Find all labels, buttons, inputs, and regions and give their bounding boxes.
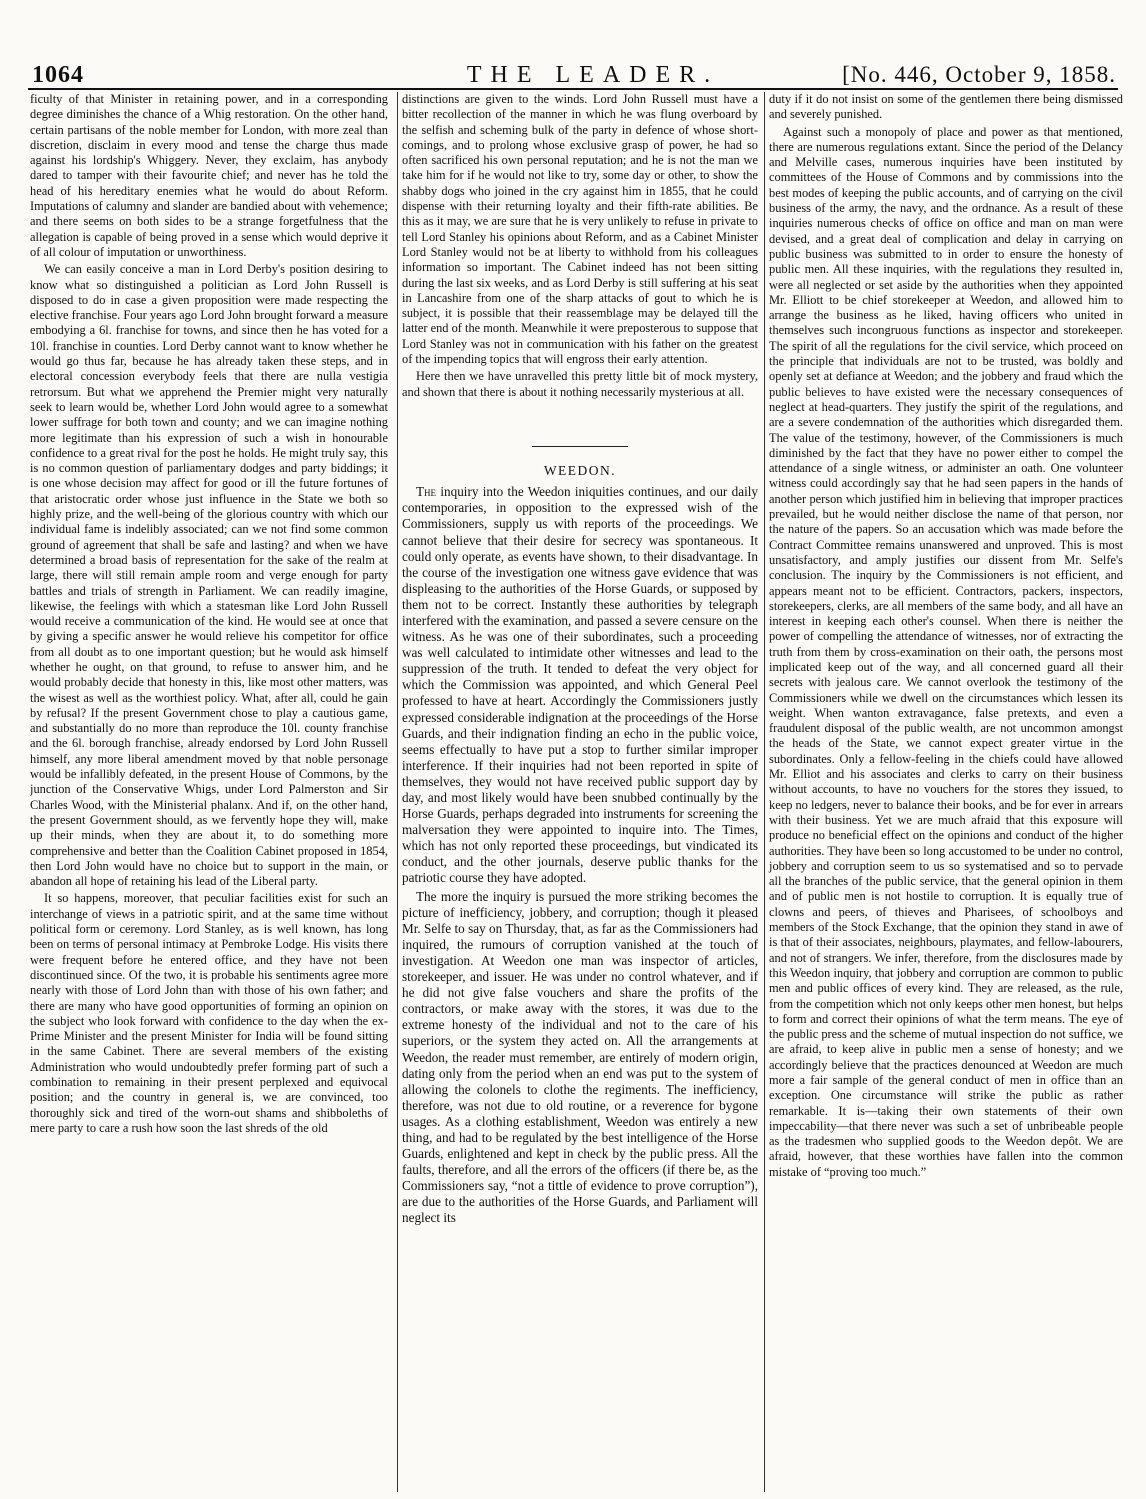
article-paragraph: duty if it do not insist on some of the gentlemen there being dismissed and severely punished. xyxy=(769,92,1123,122)
column-middle xyxy=(397,92,758,1492)
column-left xyxy=(30,92,388,1492)
issue-date: [No. 446, October 9, 1858. xyxy=(842,62,1116,87)
article-paragraph: It so happens, moreover, that peculiar facilities exist for such an interchange of views in a patriotic spirit, and at the same time without political form or ceremony. Lord Stanley, as is well known, has long been on terms of personal intimacy at Pembroke Lodge. His visits there were frequent before he entered office, and they have not been discontinued since. Of the two, it is probable his sentiments agree more nearly with those of Lord John than with those of his own father; and there are many who have good opportunities of forming an opinion on the subject who look forward with confidence to the day when the ex-Prime Minister and the present Minister for India will be found sitting in the same Cabinet. There are several members of the existing Administration who would undoubtedly prefer forming part of such a combination to remaining in their present perplexed and equivocal position; and the country in general is, we are convinced, too thoroughly sick and tired of the worn-out shams and shibboleths of mere party to care a rush how soon the last shreds of the old xyxy=(30,891,388,1135)
column-right xyxy=(764,92,1123,1492)
article-paragraph: Against such a monopoly of place and power as that mentioned, there are numerous regulations extant. Since the period of the Delancy and Melville cases, numerous inquiries have been instituted by committees of the House of Commons and by commissions into the best modes of keeping the public accounts, and of carrying on the civil business of the army, the navy, and the ordnance. As a result of these inquiries numerous checks of office on office and man on man were devised, and a great deal of complication and delay in carrying on public business was submitted to in order to ensure the honesty of public men. All these inquiries, with the regulations they resulted in, were all neglected or set aside by the authorities when they appointed Mr. Elliott to be chief storekeeper at Weedon, and allowed him to arrange the business as he liked, having officers who united in themselves such incongruous functions as inspector and storekeeper. The spirit of all the regulations for the civil service, which proceed on the principle that individuals are not to be trusted, was boldly and openly set at defiance at Weedon; and the jobbery and fraud which the public believes to have existed were the necessary consequences of neglect at head-quarters. They justify the spirit of the regulations, and are a severe condemnation of the authorities which disregarded them. The value of the testimony, however, of the Commissioners is much diminished by the fact that they have no power either to compel the attendance of a single witness, or administer an oath. One volunteer witness could accordingly say that he had seen papers in the hands of another person which justified him in believing that improper practices prevailed, but he would neither disclose the name of that person, nor the nature of the papers. So an accusation which was made before the Contract Committee remains unanswered and unproved. This is most unsatisfactory, and amply justifies our dissent from Mr. Selfe's conclusion. The inquiry by the Commissioners is not efficient, and appears meant not to be efficient. Contractors, packers, inspectors, storekeepers, clerks, are all members of the same body, and all have an interest in keeping each other's counsel. When there is neither the power of compelling the attendance of witnesses, nor of extracting the truth from them by cross-examination on their oath, the persons most implicated keep out of the way, and all concerned guard all their secrets with jealous care. We cannot overlook the testimony of the Commissioners while we dwell on the circumstances which lessen its weight. When wanton extravagance, false pretexts, and even a fraudulent disposal of the public wealth, are not uncommon amongst the heads of the State, we cannot expect greater virtue in the subordinates. Only a fellow-feeling in the chiefs could have allowed Mr. Elliot and his associates and clerks to carry on their business without accounts, to have no vouchers for the stores they issued, to keep no ledgers, never to balance their books, and be for ever in arrears with their business. Yet we are much afraid that this exposure will produce no beneficial effect on the opinions and conduct of the higher authorities. They have been so long accustomed to be under no control, jobbery and corruption seem to us so systematised and so to pervade all the branches of the public service, that the general opinion in them and of public men is not hostile to corruption. It is equally true of clowns and peers, of thieves and Pharisees, of schoolboys and members of the Stock Exchange, that the opinion they stand in awe of is that of their associates, neighbours, playmates, and fellow-labourers, and not of strangers. We infer, therefore, from the disclosures made by this Weedon inquiry, that jobbery and corruption are common to public men and public offices of every kind. They are released, as the rule, from the competition which not only keeps other men honest, but helps to form and correct their opinions of what the term means. The eye of the public press and the scheme of mutual inspection do not suffice, we are afraid, to keep alive in public men a sense of honesty; and we accordingly believe that the practices denounced at Weedon are much more a fair sample of the general conduct of men in office than an exception. One circumstance will strike the public as rather remarkable. It is—taking their own statements of their own impeccability—that there never was such a set of unbribeable people as the tradesmen who supplied goods to the Weedon depôt. We are afraid, however, that these worthies have fallen into the common mistake of “proving too much.” xyxy=(769,124,1123,1179)
article-paragraph: Here then we have unravelled this pretty little bit of mock mystery, and shown that there is about it nothing necessarily mysterious at all. xyxy=(402,369,758,399)
article-paragraph: The more the inquiry is pursued the more striking becomes the picture of inefficiency, jobbery, and corruption; though it pleased Mr. Selfe to say on Thursday, that, as far as the Commissioners had inquired, the rumours of corruption vanished at the touch of investigation. At Weedon one man was inspector of articles, storekeeper, and issuer. He was under no control whatever, and if he did not give false vouchers and share the profits of the contractors, or make away with the stores, it was due to the extreme honesty of the individual and not to the care of his superiors, or the system they acted on. All the arrangements at Weedon, the reader must remember, are entirely of modern origin, dating only from the period when an end was put to the system of allowing the colonels to clothe the regiments. The inefficiency, therefore, was not due to old routine, or a reverence for bygone usages. As a clothing establishment, Weedon was entirely a new thing, and had to be regulated by the best intelligence of the Horse Guards, enlightened and kept in check by the public press. All the faults, therefore, and all the errors of the officers (if there be, as the Commissioners say, “not a tittle of evidence to prove corruption”), are due to the authorities of the Horse Guards, and Parliament will neglect its xyxy=(402,888,758,1226)
article-paragraph: ficulty of that Minister in retaining power, and in a corresponding degree diminishes the chance of a Whig restoration. On the other hand, certain partisans of the noble member for London, with more zeal than discretion, disclaim in every mood and tense the charge thus made against his lordship's Whiggery. Never, they exclaim, has anybody dared to tamper with their favourite chief; and never has he told the head of his hereditary enemies what he would do about Reform. Imputations of calumny and slander are bandied about with vehemence; and there seems on both sides to be a strange forgetfulness that the allegation is capable of being proved in a sense which would deprive it of all colour of imputation or unworthiness. xyxy=(30,92,388,259)
weedon-heading: WEEDON. xyxy=(543,462,617,478)
article-paragraph xyxy=(402,484,758,886)
page-number: 1064 xyxy=(32,62,84,88)
article-paragraph: We can easily conceive a man in Lord Derby's position desiring to know what so distinguished a politician as Lord John Russell is disposed to do in case a given proposition were made respecting the elective franchise. Four years ago Lord John brought forward a measure embodying a 6l. franchise for towns, and since then he has voted for a 10l. franchise in counties. Lord Derby cannot want to know whether he would go thus far, because he has already taken these steps, and in electoral concession everybody feels that there are nulla vestigia retrorsum. But what we apprehend the Premier might very naturally seek to learn would be, whether Lord John would agree to a somewhat lower suffrage for both town and county; and we can imagine nothing more legitimate than his expression of such a wish in honourable confidence to a great rival for the post he holds. He might truly say, this is no common question of parliamentary dodges and party biddings; it is one whose decision may affect for good or ill the future fortunes of that aristocratic order whose just influence in the State we both so highly prize, and the well-being of the glorious country with which our individual fame is indelibly associated; can we not find some common ground of agreement that shall be safe and lasting? and when we have determined a broad basis of representation for the sake of the realm at large, there will still remain ample room and verge enough for party battles and trials of strength in Parliament. We can readily imagine, likewise, the feelings with which a statesman like Lord John Russell would receive a communication of the kind. He would see at once that by giving a specific answer he would relieve his competitor for office from all doubt as to one important question; but he would ask himself whether he ought, on that ground, to refuse to answer him, and he would probably decide that honesty in this, like most other matters, was the wisest as well as the worthiest policy. What, after all, could he gain by refusal? If the present Government chose to play a cautious game, and substantially do no more than reproduce the 10l. county franchise and the 6l. borough franchise, already endorsed by Lord John Russell himself, any more liberal amendment moved by that noble personage would be infallibly defeated, in the present House of Commons, by the junction of the Conservative Whigs, under Lord Palmerston and Sir Charles Wood, with the Ministerial phalanx. And if, on the other hand, the present Government should, as we fervently hope they will, make up their minds, when they are about it, to do something more comprehensive and better than the Coalition Cabinet proposed in 1854, then Lord John would have no choice but to support in the main, or abandon all hope of retaining his lead of the Liberal party. xyxy=(30,262,388,889)
paragraph-text: inquiry into the Weedon iniquities continues, and our daily contemporaries, in opposition to the expressed wish of the Commissioners, supply us with reports of the proceedings. We cannot believe that their desire for secrecy was spontaneous. It could only operate, as events have shown, to their disadvantage. In the course of the investigation one witness gave evidence that was displeasing to the authorities of the Horse Guards, or supposed by them not to be correct. Instantly these authorities by telegraph interfered with the examination, and passed a severe censure on the witness. As he was one of their subordinates, such a proceeding was well calculated to intimidate other witnesses and lead to the suppression of the truth. It tended to defeat the very object for which the Commission was appointed, and which General Peel professed to have at heart. Accordingly the Commissioners justly expressed considerable indignation at the proceedings of the Horse Guards, and their indignation finding an echo in the public voice, seems effectually to have put a stop to further similar improper interference. If their inquiries had not been reported in spite of themselves, they would not have received public support day by day, and most likely would have been snubbed continually by the Horse Guards, perhaps degraded into instruments for screening the malversation they were appointed to inquire into. The Times, which has not only reported these proceedings, but vindicated its conduct, and the other journals, deserve public thanks for the patriotic course they have adopted. xyxy=(402,484,758,886)
masthead xyxy=(28,62,1118,90)
weedon-article xyxy=(402,484,758,1226)
section-divider xyxy=(532,446,628,447)
article-paragraph: distinctions are given to the winds. Lord John Russell must have a bitter recollection of the manner in which he was flung overboard by the selfish and scheming bulk of the party in defence of whose short-comings, and to prolong whose exclusive grasp of power, he had so often sacrificed his own personal reputation; and he is not the man we take him for if he would not like to try, some day or other, to show the shabby dogs who joined in the cry against him in 1855, that he could dispense with their returning loyalty and their fifth-rate abilities. Be this as it may, we are sure that he is very unlikely to refuse in private to tell Lord Stanley his opinions about Reform, and as a Cabinet Minister Lord Stanley would not be at liberty to withhold from his colleagues information so important. The Cabinet indeed has not been sitting during the last six weeks, and as Lord Derby is still suffering at his seat in Lancashire from one of the sharp attacks of gout to which he is subject, it is possible that their reassemblage may be delayed till the latter end of the month. Meanwhile it were preposterous to suppose that Lord Stanley was not in communication with his father on the greatest of the impending topics that will engross their early attention. xyxy=(402,92,758,367)
lead-word: The xyxy=(416,484,437,500)
newspaper-title: THE LEADER. xyxy=(466,62,720,88)
